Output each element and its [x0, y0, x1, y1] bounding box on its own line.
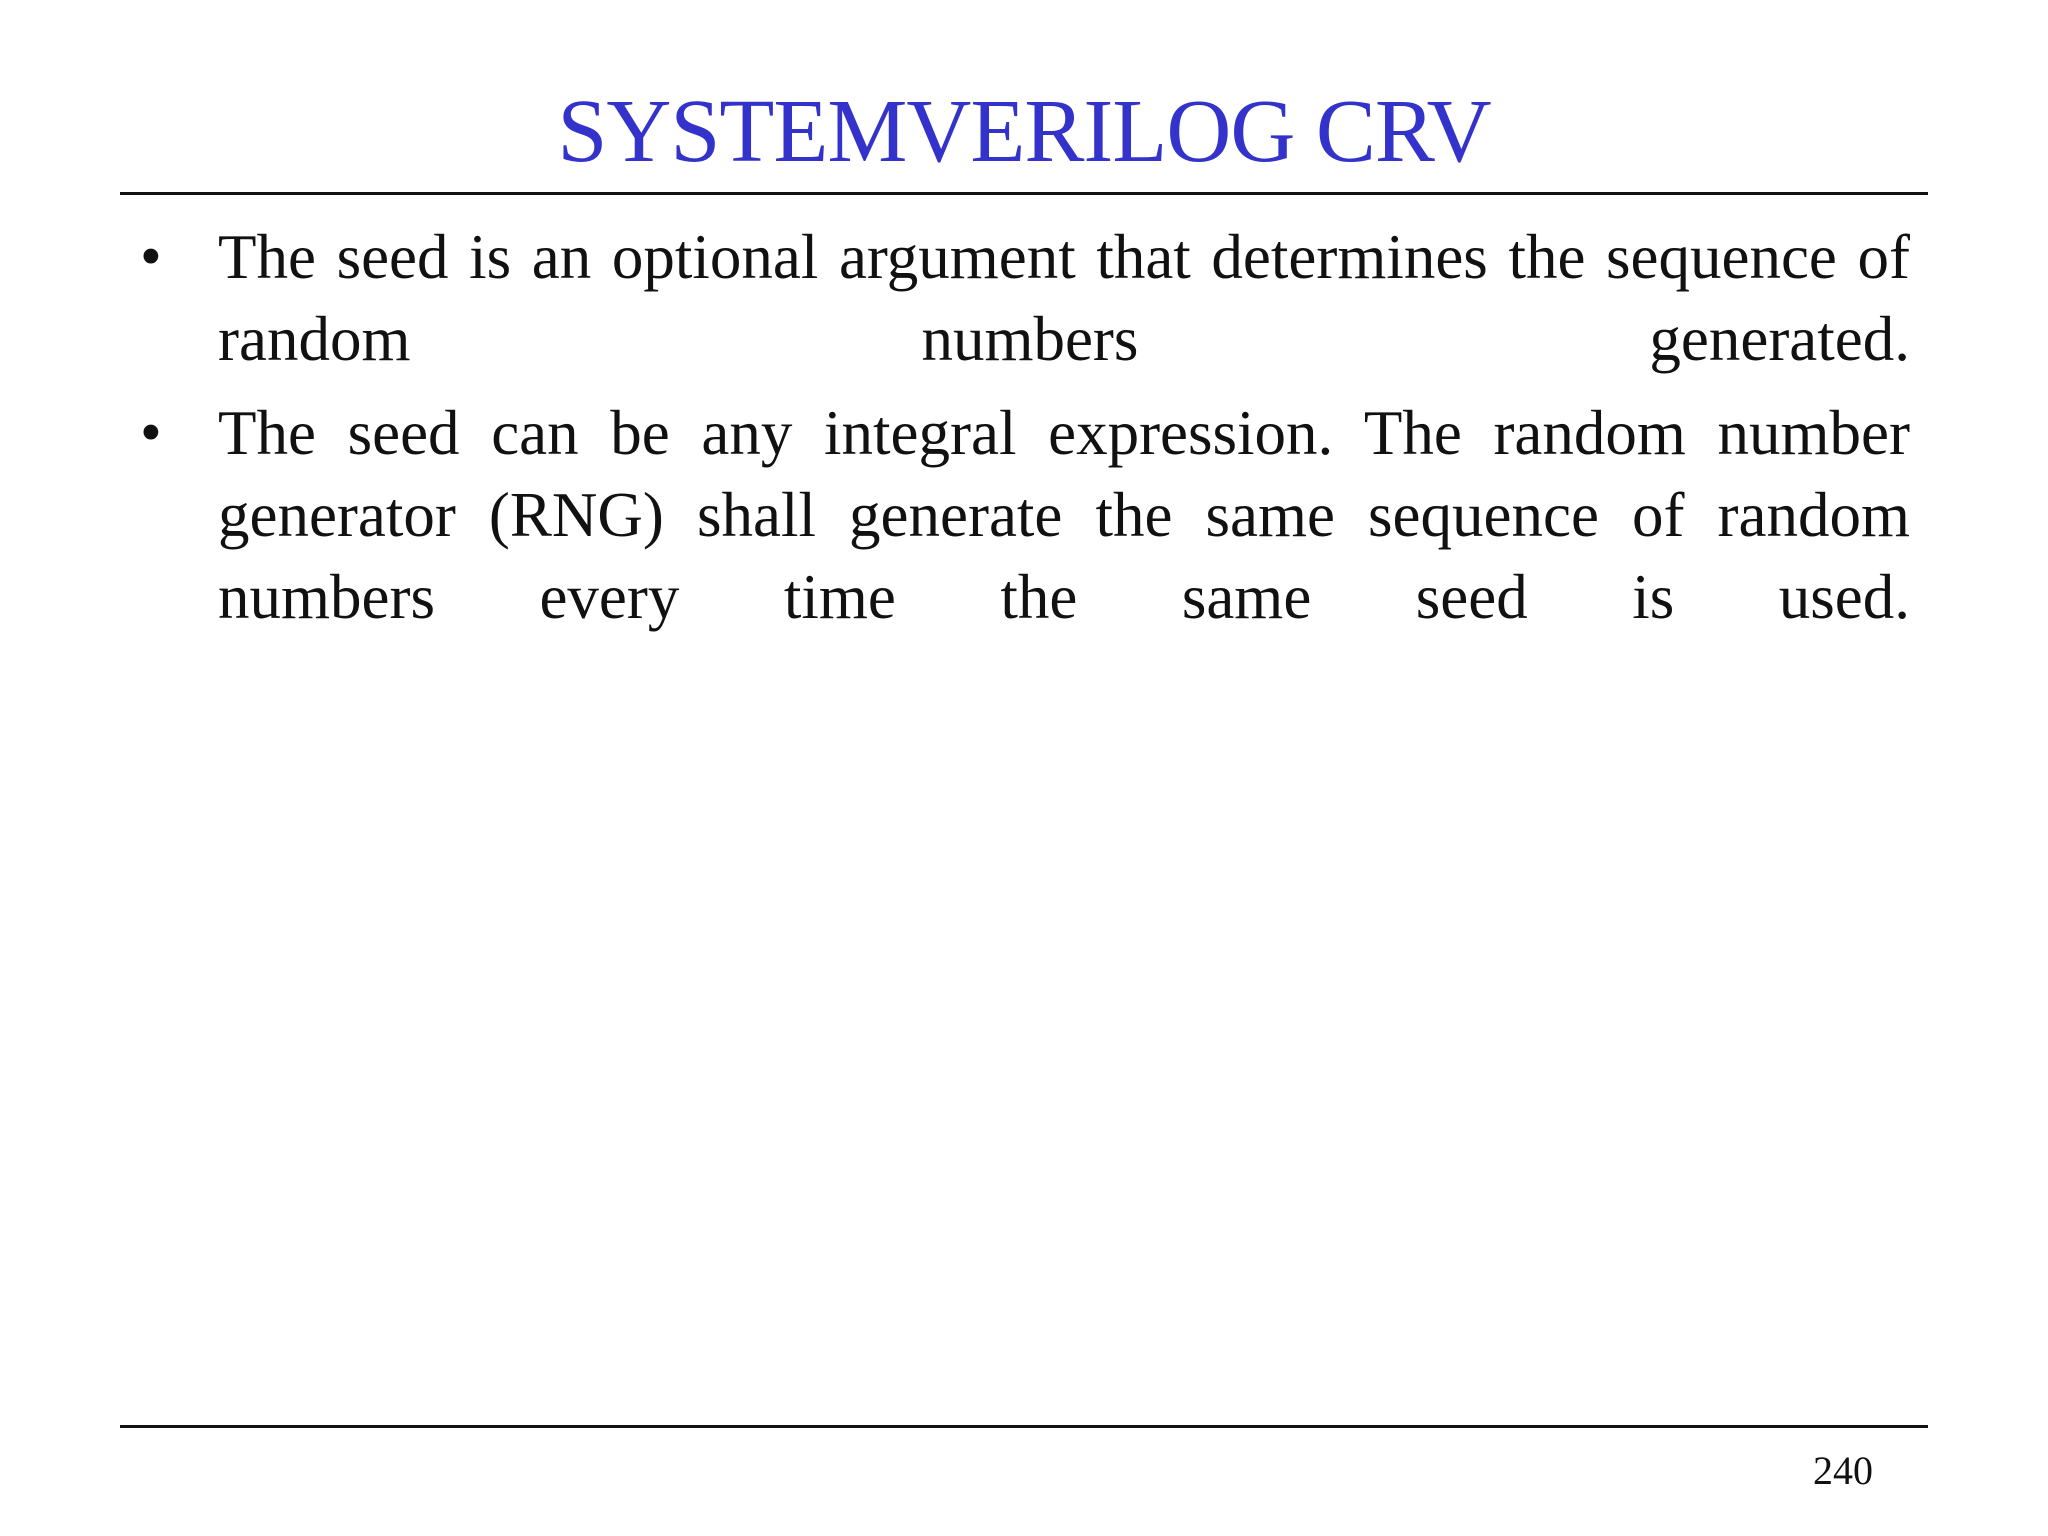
- bullet-text: The seed can be any integral expression. The random number generator (RNG) shall generate the same sequence of random numbers every time the same seed is used.: [218, 398, 1910, 632]
- title-divider: [120, 192, 1928, 195]
- footer-divider: [120, 1425, 1928, 1428]
- page-number: 240: [1813, 1448, 1873, 1493]
- bullet-marker: •: [140, 399, 162, 467]
- slide-title: SYSTEMVERILOG CRV: [557, 82, 1491, 181]
- bullet-item-seed-optional: [140, 216, 1910, 380]
- bullet-list: [140, 216, 1910, 650]
- bullet-text: The seed is an optional argument that determines the sequence of random numbers generated.: [218, 222, 1910, 374]
- bullet-item-seed-expression: [140, 392, 1910, 638]
- bullet-marker: •: [140, 223, 162, 291]
